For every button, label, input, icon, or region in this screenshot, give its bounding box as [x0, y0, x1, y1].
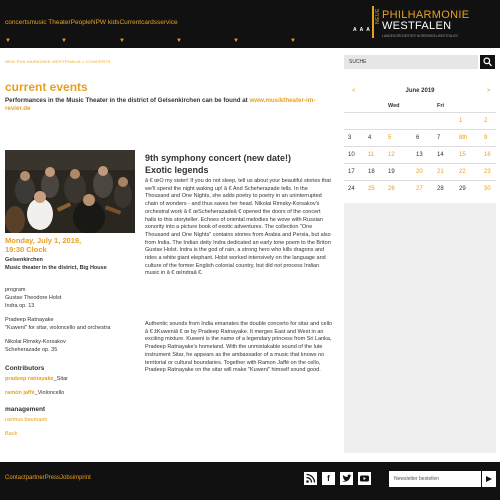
facebook-icon[interactable]: f — [322, 472, 335, 485]
site-header — [0, 0, 500, 48]
nav-music-theater[interactable]: music Theater — [29, 19, 71, 26]
logo-bracket — [372, 6, 374, 38]
description-paragraph: Authentic sounds from India emanates the double concerto for sitar and cello â € žKuweniâ € œ by Pradeep Ratnayake. It merges East and West in an exciting mixture. Kuweni is the name of a legendary princess from Sri Lanka, Pradeep Ratnayake's homeland. With the unmistakable sound of the lute instrument Sitar, he appears as the ambassador of a music that knows no territorial or cultural boundaries. Together with Ramon Jaffé on the cello, Pradeep Ratnayake on the sitar will make "Kuweni" himself sound good. — [145, 321, 333, 374]
calendar-day[interactable]: 8th — [459, 135, 468, 141]
calendar-day: 24 — [348, 186, 355, 192]
program-label: program — [5, 287, 26, 293]
calendar-day: 10 — [348, 152, 355, 158]
calendar-week-row — [344, 129, 496, 146]
calendar-day: 29 — [459, 186, 466, 192]
calendar-day[interactable]: 11 — [368, 152, 375, 158]
musiktheater-link[interactable]: www.musiktheater-im-revier.de — [5, 97, 316, 112]
calendar-day[interactable]: 25 — [368, 186, 375, 192]
footer-links — [5, 475, 91, 481]
calendar-day[interactable]: 27 — [416, 186, 423, 192]
nav-current[interactable]: Current — [119, 19, 142, 26]
page-title: current events — [5, 80, 88, 94]
calendar-day: 19 — [388, 169, 395, 175]
concert-subtitle: Exotic legends — [145, 165, 209, 175]
calendar-day[interactable]: 9 — [484, 135, 488, 141]
search-button[interactable] — [480, 55, 495, 69]
breadcrumb[interactable]: NEW PHILHARMONIE WESTPHALIA > CONCERTS — [5, 59, 111, 64]
arrow-right-icon — [482, 471, 496, 487]
program-work: Indra op. 13 — [5, 303, 35, 309]
program-work: "Kuweni" for sitar, violoncello and orchestra — [5, 325, 111, 331]
logo-line2: WESTFALEN — [382, 20, 452, 32]
calendar-day[interactable]: 23 — [484, 169, 491, 175]
intro-text — [5, 97, 335, 113]
calendar-week-row — [344, 163, 496, 180]
program-composer: Nikolai Rimsky-Korsakov — [5, 339, 66, 345]
twitter-icon[interactable] — [340, 472, 353, 485]
footer-link-imprint[interactable]: imprint — [72, 475, 91, 481]
back-link[interactable]: Back — [5, 431, 18, 437]
calendar-day[interactable]: 22 — [459, 169, 466, 175]
nav-cards[interactable]: cards — [141, 19, 158, 26]
footer-link-jobs[interactable]: Jobs — [60, 475, 73, 481]
calendar-day[interactable]: 5 — [388, 135, 392, 141]
event-date: Monday, July 1, 2019, — [5, 236, 82, 245]
calendar-day: 13 — [416, 152, 423, 158]
chevron-down-icon[interactable]: ▼ — [176, 38, 182, 44]
calendar-grid — [344, 112, 496, 197]
contributor — [5, 390, 64, 398]
chevron-down-icon[interactable]: ▼ — [5, 38, 11, 44]
management-heading: management — [5, 406, 46, 413]
venue-city: Gelsenkirchen — [5, 257, 43, 263]
contributor-link[interactable]: ramón jaffé — [5, 390, 35, 396]
contributor — [5, 376, 68, 384]
calendar-day: 18 — [368, 169, 375, 175]
calendar-day: 3 — [348, 135, 352, 141]
footer-link-press[interactable]: Press — [44, 475, 61, 481]
concert-title — [145, 152, 291, 176]
youtube-icon[interactable] — [358, 472, 371, 485]
description-paragraph: â € œO my sister! If you do not sleep, tell us about your beautiful stories that we'll spend the night waking up! â € And Scheherazade tells. In the Thousand and One Nights, she adds poetry to poetry in an uninterrupted chain of wonders - and thus saves her head. Nikolai Rimsky-Korsakov's orchestral work â € œScheherazadeâ € opened the doors of the concert halls to this storyteller. Echoes of oriental melodies he wove with Russian sonority into a picture book of exotic adventures. The collection "One Thousand and One Nights" contains stories from Arabia and Persia, but also from India. The Indian deity Indra dedicated an early tone poem to the Briton Gustav Holst. Indra is the god of rain, a strong hero who kills dragons and rides a white giant elephant. Holst worked intensively on the language and culture of the former English colonial country, but did not process Indian music in â € œIndraâ €. — [145, 178, 331, 277]
calendar-day: 17 — [348, 169, 355, 175]
calendar-day[interactable]: 15 — [459, 152, 466, 158]
calendar-day[interactable]: 16 — [484, 152, 491, 158]
footer-link-contact[interactable]: Contact — [5, 475, 26, 481]
weekday-label: Wed — [388, 103, 400, 109]
main-nav — [5, 19, 178, 26]
rss-icon[interactable] — [304, 472, 317, 485]
nav-people[interactable]: People — [70, 19, 91, 26]
contributor-link[interactable]: pradeep ratnayake — [5, 376, 54, 382]
program-work: Scheherazade op. 35 — [5, 347, 58, 353]
calendar-month: June 2019 — [405, 88, 435, 94]
logo-line1: PHILHARMONIE — [382, 9, 470, 21]
contributor-role: _Sitar — [53, 376, 68, 382]
newsletter-input[interactable]: Newsletter bestellen — [389, 471, 481, 487]
chevron-down-icon[interactable]: ▼ — [119, 38, 125, 44]
weekday-label: Fri — [437, 103, 445, 109]
search-input[interactable]: SUCHE — [344, 55, 478, 69]
venue-name: Music theater in the district, Big House — [5, 265, 107, 271]
nav-npw-kids[interactable]: NPW kids — [90, 19, 120, 26]
calendar-day: 28 — [437, 186, 444, 192]
calendar-day[interactable]: 1 — [459, 118, 463, 124]
orchestra-image — [5, 150, 135, 233]
calendar-day[interactable]: 21 — [437, 169, 444, 175]
contributor-role: _Violoncello — [34, 390, 65, 396]
event-photo — [5, 150, 135, 233]
newsletter-submit-button[interactable] — [482, 471, 496, 487]
intro-label: Performances in the Music Theater in the district of Gelsenkirchen can be found at — [5, 97, 250, 104]
concert-title-line1: 9th symphony concert (new date!) — [145, 153, 292, 163]
calendar-day[interactable]: 2 — [484, 118, 488, 124]
calendar-day[interactable]: 12 — [388, 152, 395, 158]
chevron-down-icon[interactable]: ▼ — [233, 38, 239, 44]
calendar-weekdays — [344, 98, 496, 112]
calendar-week-row — [344, 180, 496, 197]
program-composer: Pradeep Ratnayake — [5, 317, 54, 323]
calendar-day: 4 — [368, 135, 372, 141]
nav-concerts[interactable]: concerts — [5, 19, 30, 26]
manager-link[interactable]: rasmus baumann — [5, 417, 48, 423]
contributors-heading: Contributors — [5, 365, 45, 372]
site-footer — [0, 462, 500, 500]
calendar-day: 6 — [416, 135, 420, 141]
chevron-down-icon[interactable]: ▼ — [290, 38, 296, 44]
calendar-next-button[interactable]: > — [487, 88, 491, 94]
calendar-week-row — [344, 112, 496, 129]
logo-tagline: LANDESORCHESTER NORDRHEIN-WESTFALEN — [382, 34, 458, 38]
program-composer: Gustav Theodore Holst — [5, 295, 62, 301]
search-icon — [483, 57, 492, 67]
calendar-day[interactable]: 30 — [484, 186, 491, 192]
chevron-down-icon[interactable]: ▼ — [61, 38, 67, 44]
calendar-day[interactable]: 20 — [416, 169, 423, 175]
footer-link-partner[interactable]: partner — [25, 475, 45, 481]
font-size-control[interactable]: A A A — [353, 27, 371, 33]
sidebar-background — [344, 203, 496, 453]
event-calendar — [344, 84, 496, 197]
calendar-prev-button[interactable]: < — [352, 88, 356, 94]
logo-neue: NEUE — [375, 8, 381, 24]
nav-dropdown-indicators — [0, 38, 340, 46]
calendar-day: 7 — [437, 135, 441, 141]
calendar-header — [344, 84, 496, 98]
nav-service[interactable]: service — [157, 19, 178, 26]
calendar-week-row — [344, 146, 496, 163]
event-time: 19:30 Clock — [5, 245, 47, 254]
calendar-day: 14 — [437, 152, 444, 158]
event-datetime — [5, 236, 81, 254]
calendar-day[interactable]: 26 — [388, 186, 395, 192]
